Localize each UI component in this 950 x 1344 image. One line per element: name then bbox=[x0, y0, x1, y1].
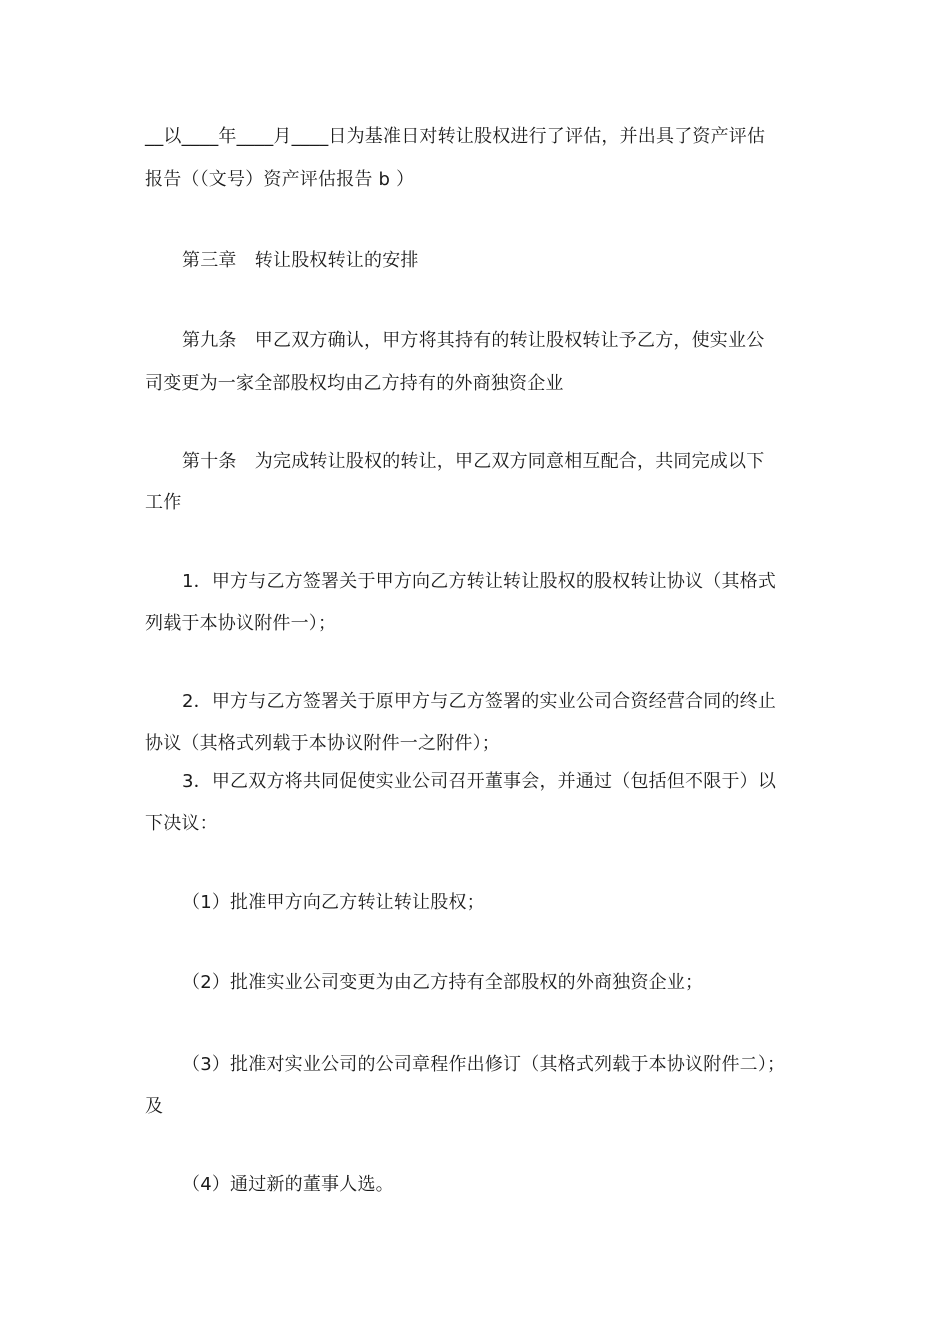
resolution-line: （4）通过新的董事人选。 bbox=[182, 1174, 394, 1195]
list-item-line: 协议（其格式列载于本协议附件一之附件）； bbox=[145, 733, 500, 754]
resolution-line: （3）批准对实业公司的公司章程作出修订（其格式列载于本协议附件二）； bbox=[182, 1054, 786, 1075]
resolution-line: 及 bbox=[145, 1096, 164, 1117]
article-nine-line: 第九条 甲乙双方确认，甲方将其持有的转让股权转让予乙方，使实业公 bbox=[182, 330, 765, 351]
list-item-line: 2．甲方与乙方签署关于原甲方与乙方签署的实业公司合资经营合同的终止 bbox=[182, 691, 777, 712]
list-item-line: 3．甲乙双方将共同促使实业公司召开董事会，并通过（包括但不限于）以 bbox=[182, 771, 777, 792]
article-ten-line: 工作 bbox=[145, 492, 182, 513]
article-ten-line: 第十条 为完成转让股权的转让，甲乙双方同意相互配合，共同完成以下 bbox=[182, 451, 765, 472]
resolution-line: （2）批准实业公司变更为由乙方持有全部股权的外商独资企业； bbox=[182, 972, 704, 993]
paragraph-line: __以____年____月____日为基准日对转让股权进行了评估，并出具了资产评估 bbox=[145, 126, 766, 147]
list-item-line: 1．甲方与乙方签署关于甲方向乙方转让转让股权的股权转让协议（其格式 bbox=[182, 571, 777, 592]
list-item-line: 下决议： bbox=[145, 813, 218, 834]
list-item-line: 列载于本协议附件一）； bbox=[145, 613, 337, 634]
resolution-line: （1）批准甲方向乙方转让转让股权； bbox=[182, 892, 485, 913]
chapter-heading: 第三章 转让股权转让的安排 bbox=[182, 250, 419, 271]
paragraph-line: 报告（（文号）资产评估报告 b ） bbox=[145, 169, 415, 190]
article-nine-line: 司变更为一家全部股权均由乙方持有的外商独资企业 bbox=[145, 373, 564, 394]
